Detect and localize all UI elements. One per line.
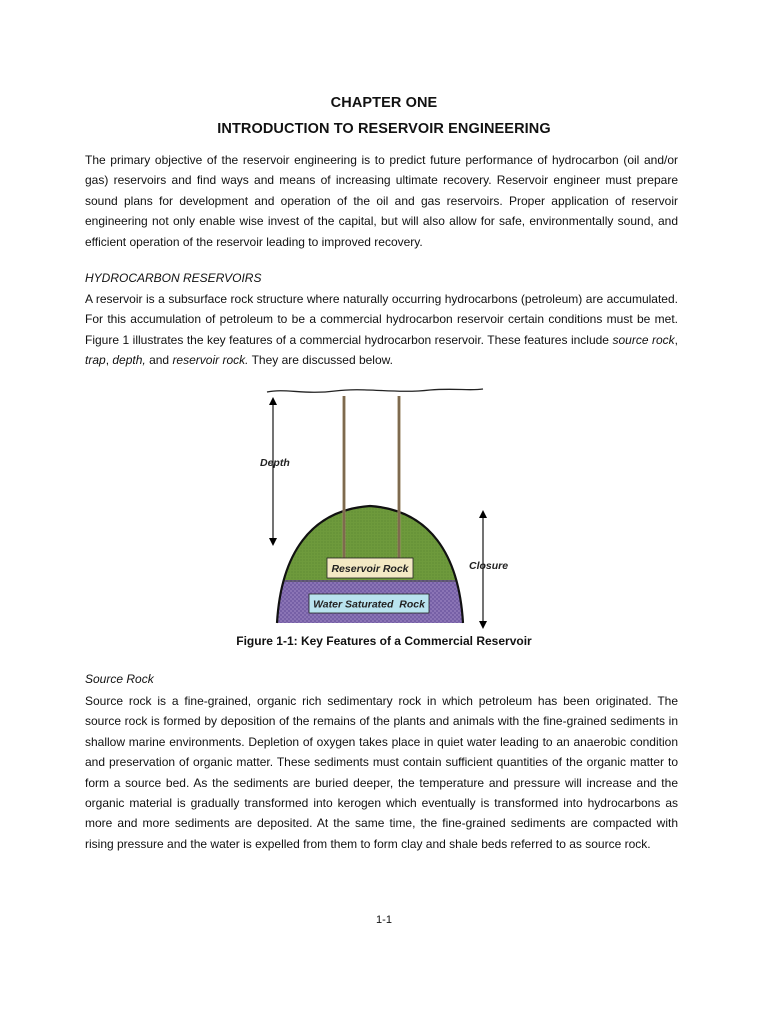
separator: , <box>105 353 113 368</box>
reservoir-diagram <box>255 385 525 630</box>
hydrocarbon-paragraph <box>85 289 678 371</box>
closure-label: Closure <box>469 560 509 572</box>
depth-label: Depth <box>260 457 290 469</box>
section-heading-source-rock: Source Rock <box>85 672 154 686</box>
chapter-title: INTRODUCTION TO RESERVOIR ENGINEERING <box>217 121 551 137</box>
separator: and <box>145 353 173 368</box>
hydrocarbon-text-b: They are discussed below. <box>248 353 393 368</box>
term-reservoir-rock: reservoir rock. <box>172 353 249 368</box>
page-number: 1-1 <box>376 914 392 926</box>
water-saturated-rock-label: Water Saturated Rock <box>313 598 425 611</box>
reservoir-rock-label: Reservoir Rock <box>331 563 409 575</box>
reservoir-figure <box>255 385 525 630</box>
term-trap: trap <box>85 353 106 368</box>
term-source-rock: source rock <box>612 332 675 347</box>
figure-caption: Figure 1-1: Key Features of a Commercial Reservoir <box>236 634 532 648</box>
section-heading-hydrocarbon-reservoirs: HYDROCARBON RESERVOIRS <box>85 271 262 285</box>
source-rock-paragraph: Source rock is a fine-grained, organic rich sedimentary rock in which petroleum has been originated. The source rock is formed by deposition of the remains of the plants and animals with the fine-grained sediments in shallow marine environments. Depletion of oxygen takes place in quiet water leading to an anaerobic condition and preservation of organic matter. These sediments must contain sufficient quantities of the organic matter to form a source bed. As the sediments are buried deeper, the temperature and pressure will increase and the organic material is gradually transformed into kerogen which eventually is transformed into hydrocarbons as more and more sediments are deposited. At the same time, the fine-grained sediments are compacted with rising pressure and the water is expelled from them to form clay and shale beds referred to as source rock. <box>85 694 678 851</box>
chapter-number: CHAPTER ONE <box>330 95 438 111</box>
ground-surface-line <box>267 389 483 392</box>
hydrocarbon-text-a: A reservoir is a subsurface rock structure where naturally occurring hydrocarbons (petroleum) are accumulated. For this accumulation of petroleum to be a commercial hydrocarbon reservoir certain conditions must be met. Figure 1 illustrates the key features of a commercial hydrocarbon reservoir. These features include <box>85 292 678 347</box>
separator: , <box>674 332 678 347</box>
intro-paragraph: The primary objective of the reservoir engineering is to predict future performance of hydrocarbon (oil and/or gas) reservoirs and find ways and means of increasing ultimate recovery. Reservoir engineer must prepare sound plans for development and operation of the oil and gas reservoirs. Proper application of reservoir engineering not only enable wise invest of the capital, but will also allow for safe, environmentally sound, and efficient operation of the reservoir leading to improved recovery. <box>85 153 678 249</box>
term-depth: depth, <box>112 353 146 368</box>
